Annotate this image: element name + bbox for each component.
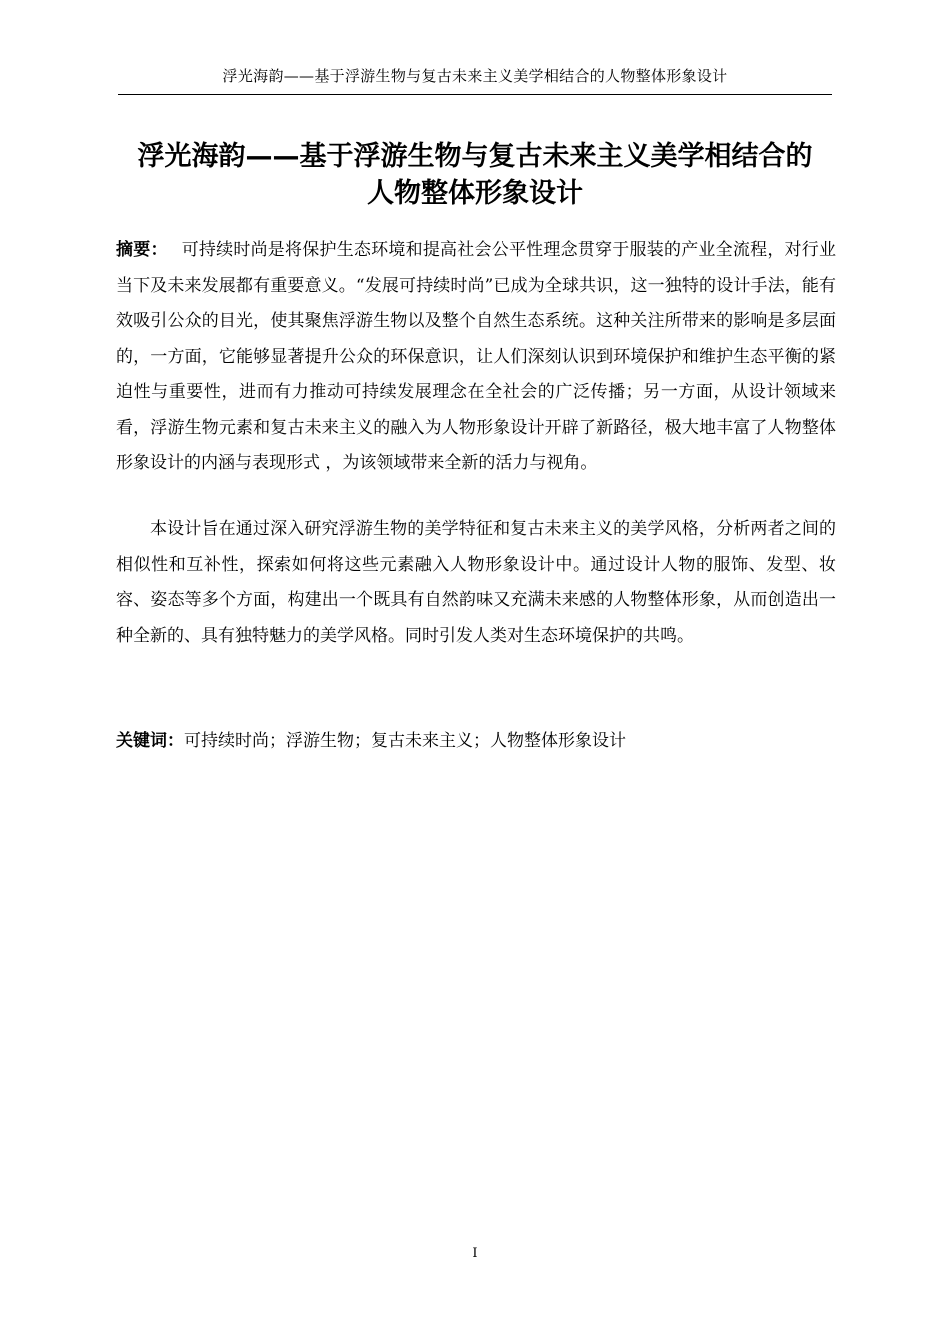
paper-title	[108, 138, 842, 212]
keywords-label: 关键词：	[116, 731, 184, 751]
title-line-1: 浮光海韵——基于浮游生物与复古未来主义美学相结合的	[137, 141, 813, 172]
running-header: 浮光海韵——基于浮游生物与复古未来主义美学相结合的人物整体形象设计	[222, 67, 728, 85]
abstract-paragraph-1	[116, 233, 836, 482]
keywords-line	[116, 724, 836, 760]
abstract-label: 摘要：	[116, 240, 168, 260]
keywords-text: 可持续时尚；浮游生物；复古未来主义；人物整体形象设计	[184, 731, 626, 751]
header-divider	[118, 94, 832, 95]
abstract-text-1: 可持续时尚是将保护生态环境和提高社会公平性理念贯穿于服装的产业全流程，对行业当下及未来发展都有重要意义。“发展可持续时尚”已成为全球共识，这一独特的设计手法，能有效吸引公众的目光，使其聚焦浮游生物以及整个自然生态系统。这种关注所带来的影响是多层面的，一方面，它能够显著提升公众的环保意识，让人们深刻认识到环境保护和维护生态平衡的紧迫性与重要性，进而有力推动可持续发展理念在全社会的广泛传播；另一方面，从设计领域来看，浮游生物元素和复古未来主义的融入为人物形象设计开辟了新路径，极大地丰富了人物整体形象设计的内涵与表现形式 ，为该领域带来全新的活力与视角。	[116, 240, 837, 473]
title-line-2: 人物整体形象设计	[367, 178, 583, 209]
abstract-paragraph-2: 本设计旨在通过深入研究浮游生物的美学特征和复古未来主义的美学风格，分析两者之间的相似性和互补性，探索如何将这些元素融入人物形象设计中。通过设计人物的服饰、发型、妆容、姿态等多个方面，构建出一个既具有自然韵味又充满未来感的人物整体形象，从而创造出一种全新的、具有独特魅力的美学风格。同时引发人类对生态环境保护的共鸣。	[116, 519, 836, 646]
page-number: I	[472, 1246, 478, 1261]
